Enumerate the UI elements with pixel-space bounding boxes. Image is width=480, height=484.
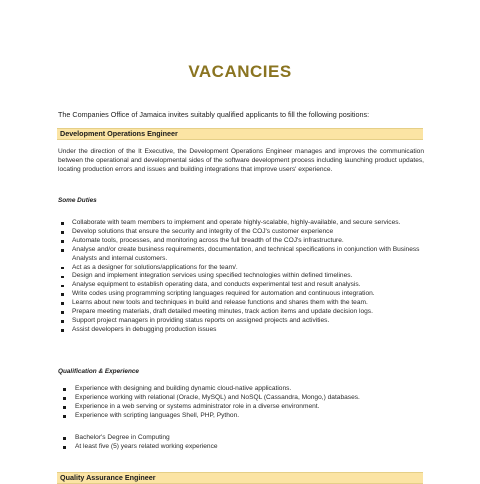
intro-text: The Companies Office of Jamaica invites suitably qualified applicants to fill the following positions: — [58, 110, 370, 119]
list-item: Bachelor's Degree in Computing — [58, 434, 424, 443]
position-heading-bar — [57, 472, 423, 484]
duties-heading: Some Duties — [58, 197, 97, 204]
bullet-icon — [61, 222, 64, 225]
list-item: Experience with designing and building dynamic cloud-native applications. — [58, 385, 424, 394]
requirements-list — [58, 434, 424, 452]
bullet-icon — [63, 415, 66, 418]
position-description: Under the direction of the It Executive, the Development Operations Engineer manages and improves the communication between the operational and developmental sides of the software development process including launching product updates, locating production errors and issues and building integrations that improve users' experience. — [58, 148, 424, 174]
qualifications-list — [58, 385, 424, 421]
bullet-icon — [61, 302, 64, 305]
list-item: Experience in a web serving or systems administrator role in a diverse environment. — [58, 403, 424, 412]
bullet-icon — [61, 240, 64, 243]
bullet-icon — [61, 276, 64, 279]
bullet-icon — [63, 437, 66, 440]
list-item: Write codes using programming scripting languages required for automation and continuous integration. — [58, 290, 424, 299]
bullet-icon — [61, 231, 64, 234]
bullet-icon — [63, 406, 66, 409]
list-item: Prepare meeting materials, draft detailed meeting minutes, track action items and update decision logs. — [58, 308, 424, 317]
list-item: Assist developers in debugging production issues — [58, 326, 424, 335]
list-item: Analyse and/or create business requirements, documentation, and technical specifications in conjunction with Business Analysts and internal customers. — [58, 246, 424, 264]
bullet-icon — [63, 446, 66, 449]
list-item: Support project managers in providing status reports on assigned projects and activities. — [58, 317, 424, 326]
qualification-heading: Qualification & Experience — [58, 368, 139, 375]
position-heading: Quality Assurance Engineer — [60, 473, 156, 482]
bullet-icon — [61, 329, 64, 332]
bullet-icon — [63, 397, 66, 400]
list-item: Analyse equipment to establish operating data, and conducts experimental test and result analysis. — [58, 281, 424, 290]
list-item: Automate tools, processes, and monitoring across the full breadth of the COJ's infrastructure. — [58, 237, 424, 246]
list-item: Collaborate with team members to implement and operate highly-scalable, highly-available, and secure services. — [58, 219, 424, 228]
bullet-icon — [61, 311, 64, 314]
position-heading: Development Operations Engineer — [60, 129, 178, 138]
bullet-icon — [61, 285, 64, 288]
bullet-icon — [61, 249, 64, 252]
bullet-icon — [61, 293, 64, 296]
page-title: VACANCIES — [188, 62, 292, 81]
bullet-icon — [63, 388, 66, 391]
position-heading-bar — [57, 128, 423, 140]
list-item: At least five (5) years related working experience — [58, 443, 424, 452]
list-item: Experience with scripting languages Shell, PHP, Python. — [58, 412, 424, 421]
list-item: Design and implement integration services using specified technologies within defined timelines. — [58, 272, 424, 281]
duties-list — [58, 219, 424, 335]
list-item: Develop solutions that ensure the security and integrity of the COJ's customer experience — [58, 228, 424, 237]
bullet-icon — [61, 320, 64, 323]
list-item: Learns about new tools and techniques in build and release functions and shares them with the team. — [58, 299, 424, 308]
list-item: Act as a designer for solutions/applications for the team/. — [58, 264, 424, 273]
bullet-icon — [61, 267, 64, 270]
list-item: Experience working with relational (Oracle, MySQL) and NoSQL (Cassandra, Mongo,) databases. — [58, 394, 424, 403]
